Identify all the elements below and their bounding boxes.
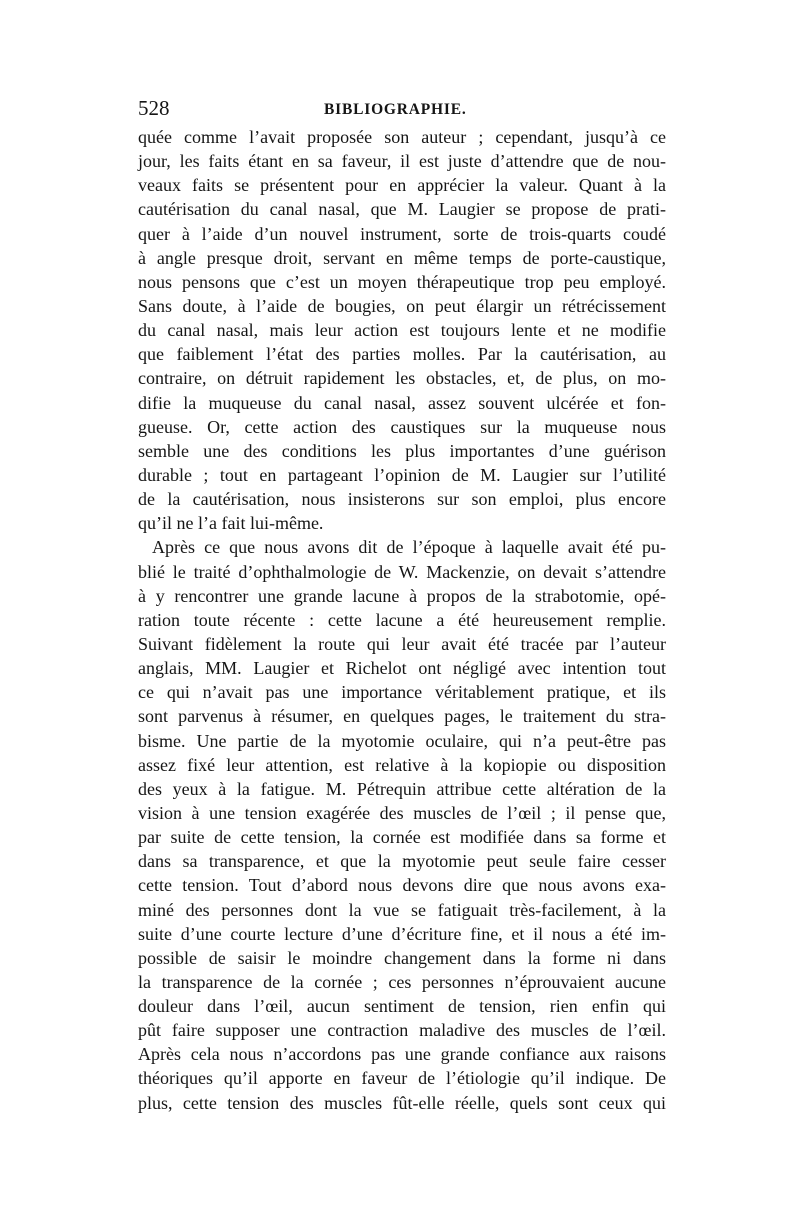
text-line: des yeux à la fatigue. M. Pétrequin attribue cette altération de la xyxy=(138,778,666,799)
text-line: vision à une tension exagérée des muscles de l’œil ; il pense que, xyxy=(138,802,666,823)
text-line: théoriques qu’il apporte en faveur de l’étiologie qu’il indique. De xyxy=(138,1068,666,1089)
text-line: miné des personnes dont la vue se fatiguait très-facilement, à la xyxy=(138,899,666,920)
text-line: Après cela nous n’accordons pas une grande confiance aux raisons xyxy=(138,1044,666,1065)
text-line: de la cautérisation, nous insisterons sur son emploi, plus encore xyxy=(138,489,666,510)
text-line: ration toute récente : cette lacune a été heureusement remplie. xyxy=(138,609,666,630)
text-line: à angle presque droit, servant en même temps de porte-caustique, xyxy=(138,247,666,268)
body-text xyxy=(138,125,666,1115)
text-line: sont parvenus à résumer, en quelques pages, le traitement du stra- xyxy=(138,706,666,727)
text-line: durable ; tout en partageant l’opinion de M. Laugier sur l’utilité xyxy=(138,464,666,485)
text-line: à y rencontrer une grande lacune à propos de la strabotomie, opé- xyxy=(138,585,666,606)
text-line: veaux faits se présentent pour en apprécier la valeur. Quant à la xyxy=(138,175,666,196)
text-line: gueuse. Or, cette action des caustiques sur la muqueuse nous xyxy=(138,416,666,437)
text-line: jour, les faits étant en sa faveur, il est juste d’attendre que de nou- xyxy=(138,151,666,172)
book-page xyxy=(138,94,666,1115)
text-line: quée comme l’avait proposée son auteur ; cependant, jusqu’à ce xyxy=(138,127,666,147)
text-line: difie la muqueuse du canal nasal, assez souvent ulcérée et fon- xyxy=(138,392,666,413)
text-line: que faiblement l’état des parties molles. Par la cautérisation, au xyxy=(138,344,666,365)
text-line: du canal nasal, mais leur action est toujours lente et ne modifie xyxy=(138,320,666,341)
page-number: 528 xyxy=(138,96,170,120)
text-line: bisme. Une partie de la myotomie oculaire, qui n’a peut-être pas xyxy=(138,730,666,751)
text-line: douleur dans l’œil, aucun sentiment de tension, rien enfin qui xyxy=(138,996,666,1017)
text-line: contraire, on détruit rapidement les obstacles, et, de plus, on mo- xyxy=(138,368,666,389)
text-line: Suivant fidèlement la route qui leur avait été tracée par l’auteur xyxy=(138,633,666,654)
text-line: dans sa transparence, et que la myotomie peut seule faire cesser xyxy=(138,851,666,872)
text-line: par suite de cette tension, la cornée est modifiée dans sa forme et xyxy=(138,827,666,848)
text-line: anglais, MM. Laugier et Richelot ont négligé avec intention tout xyxy=(138,658,666,679)
running-head: BIBLIOGRAPHIE. xyxy=(324,101,467,118)
text-line: pût faire supposer une contraction maladive des muscles de l’œil. xyxy=(138,1020,666,1041)
page-header xyxy=(138,94,666,124)
text-line: ce qui n’avait pas une importance véritablement pratique, et ils xyxy=(138,682,666,703)
text-line: quer à l’aide d’un nouvel instrument, sorte de trois-quarts coudé xyxy=(138,223,666,244)
text-line: plus, cette tension des muscles fût-elle réelle, quels sont ceux qui xyxy=(138,1092,666,1113)
text-line: suite d’une courte lecture d’une d’écriture fine, et il nous a été im- xyxy=(138,923,666,944)
text-line: semble une des conditions les plus importantes d’une guérison xyxy=(138,440,666,461)
text-line: la transparence de la cornée ; ces personnes n’éprouvaient aucune xyxy=(138,971,666,992)
paragraph-end-line: qu’il ne l’a fait lui-même. xyxy=(138,513,324,534)
text-line: Sans doute, à l’aide de bougies, on peut élargir un rétrécissement xyxy=(138,295,666,316)
text-line: blié le traité d’ophthalmologie de W. Mackenzie, on devait s’attendre xyxy=(138,561,666,582)
text-line: cautérisation du canal nasal, que M. Laugier se propose de prati- xyxy=(138,199,666,220)
text-line: assez fixé leur attention, est relative à la kopiopie ou disposition xyxy=(138,754,666,775)
text-line: possible de saisir le moindre changement dans la forme ni dans xyxy=(138,947,666,968)
paragraph-start-line: Après ce que nous avons dit de l’époque à laquelle avait été pu- xyxy=(152,537,666,558)
text-line: nous pensons que c’est un moyen thérapeutique trop peu employé. xyxy=(138,271,666,292)
text-line: cette tension. Tout d’abord nous devons dire que nous avons exa- xyxy=(138,875,666,896)
